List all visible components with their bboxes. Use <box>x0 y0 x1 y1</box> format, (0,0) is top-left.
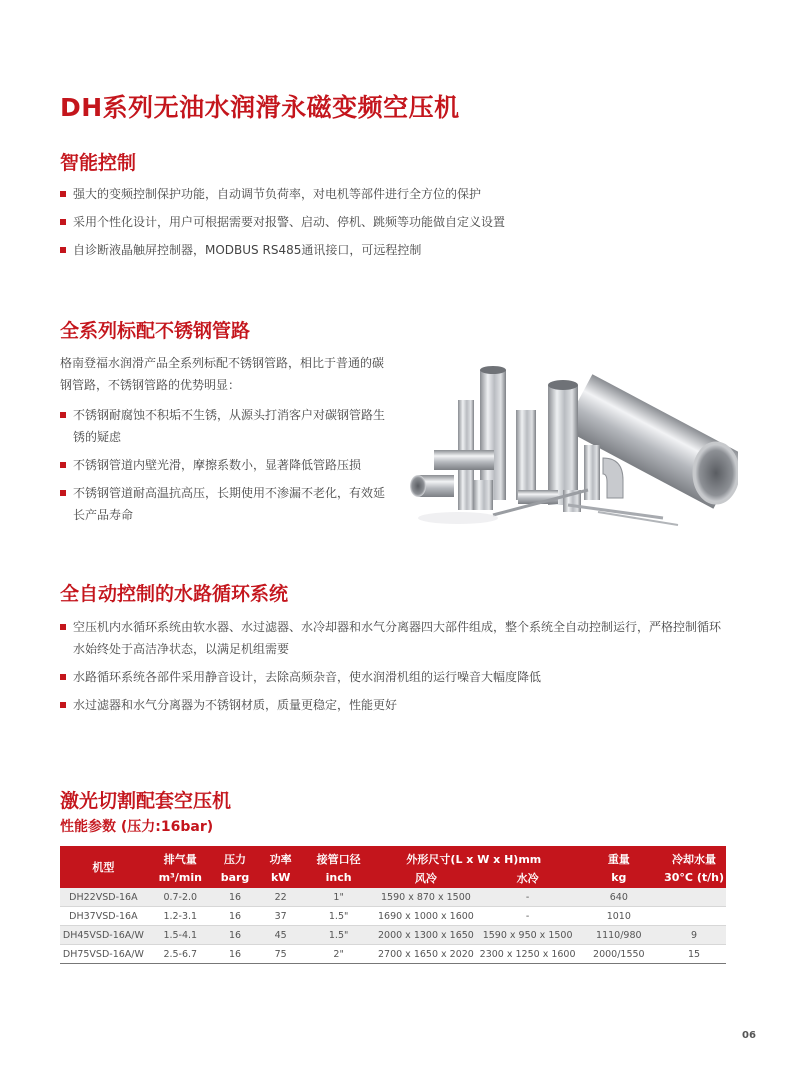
bullet-square-icon <box>60 702 66 708</box>
list-item: 不锈钢管道耐高温抗高压，长期使用不渗漏不老化，有效延长产品寿命 <box>60 482 392 526</box>
stainless-intro-text: 格南登福水润滑产品全系列标配不锈钢管路，相比于普通的碳钢管路，不锈钢管路的优势明显： <box>60 356 385 392</box>
col-unit-air-cooled: 风冷 <box>372 867 480 888</box>
table-row <box>60 888 726 907</box>
cell-water-cooled: 2300 x 1250 x 1600 <box>480 945 576 964</box>
cell-power: 37 <box>256 907 305 926</box>
list-item: 不锈钢管道内壁光滑，摩擦系数小，显著降低管路压损 <box>60 454 392 476</box>
cell-cooling <box>662 888 726 907</box>
list-item: 空压机内水循环系统由软水器、水过滤器、水冷却器和水气分离器四大部件组成，整个系统全自动控制运行，严格控制循环水始终处于高洁净状态，以满足机组需要 <box>60 616 724 660</box>
bullet-square-icon <box>60 624 66 630</box>
cell-water-cooled: - <box>480 888 576 907</box>
cell-pipe: 1.5" <box>305 907 372 926</box>
cell-pressure: 16 <box>214 926 256 945</box>
col-header-dimensions: 外形尺寸(L x W x H)mm <box>372 846 575 867</box>
cell-model: DH37VSD-16A <box>60 907 147 926</box>
cell-flow: 1.2-3.1 <box>147 907 214 926</box>
table-row <box>60 945 726 964</box>
stainless-pipes-image <box>398 340 738 530</box>
cell-pressure: 16 <box>214 945 256 964</box>
list-item: 水路循环系统各部件采用静音设计，去除高频杂音，使水润滑机组的运行噪音大幅度降低 <box>60 666 724 688</box>
cell-water-cooled: - <box>480 907 576 926</box>
cell-flow: 1.5-4.1 <box>147 926 214 945</box>
page-number: 06 <box>742 1030 756 1041</box>
cell-cooling <box>662 907 726 926</box>
cell-power: 75 <box>256 945 305 964</box>
cell-weight: 2000/1550 <box>576 945 663 964</box>
col-header-flow: 排气量 <box>147 846 214 867</box>
cell-model: DH75VSD-16A/W <box>60 945 147 964</box>
col-unit-flow: m³/min <box>147 867 214 888</box>
spec-table <box>60 846 726 964</box>
list-item: 水过滤器和水气分离器为不锈钢材质，质量更稳定，性能更好 <box>60 694 724 716</box>
spec-table-subtitle: 性能参数 (压力:16bar) <box>60 819 214 835</box>
cell-pipe: 1" <box>305 888 372 907</box>
col-header-cooling: 冷却水量 <box>662 846 726 867</box>
list-item: 采用个性化设计，用户可根据需要对报警、启动、停机、跳频等功能做自定义设置 <box>60 211 740 233</box>
water-circulation-list <box>60 616 724 716</box>
cell-air-cooled: 1690 x 1000 x 1600 <box>372 907 480 926</box>
cell-model: DH22VSD-16A <box>60 888 147 907</box>
col-unit-water-cooled: 水冷 <box>480 867 576 888</box>
cell-power: 22 <box>256 888 305 907</box>
section-title-laser-cutting: 激光切割配套空压机 <box>60 790 232 812</box>
cell-pressure: 16 <box>214 907 256 926</box>
cell-flow: 0.7-2.0 <box>147 888 214 907</box>
bullet-square-icon <box>60 462 66 468</box>
stainless-pipes-list <box>60 404 392 526</box>
page-title: DH系列无油水润滑永磁变频空压机 <box>60 93 460 122</box>
cell-air-cooled: 2700 x 1650 x 2020 <box>372 945 480 964</box>
cell-pressure: 16 <box>214 888 256 907</box>
col-unit-weight: kg <box>576 867 663 888</box>
col-header-power: 功率 <box>256 846 305 867</box>
col-header-weight: 重量 <box>576 846 663 867</box>
bullet-square-icon <box>60 247 66 253</box>
col-unit-cooling: 30°C (t/h) <box>662 867 726 888</box>
section-title-stainless-pipes: 全系列标配不锈钢管路 <box>60 320 251 342</box>
col-header-pressure: 压力 <box>214 846 256 867</box>
cell-pipe: 1.5" <box>305 926 372 945</box>
smart-control-list <box>60 183 740 261</box>
bullet-square-icon <box>60 490 66 496</box>
col-unit-pressure: barg <box>214 867 256 888</box>
table-row <box>60 926 726 945</box>
cell-air-cooled: 1590 x 870 x 1500 <box>372 888 480 907</box>
col-header-pipe: 接管口径 <box>305 846 372 867</box>
cell-weight: 640 <box>576 888 663 907</box>
cell-flow: 2.5-6.7 <box>147 945 214 964</box>
list-item: 不锈钢耐腐蚀不积垢不生锈，从源头打消客户对碳钢管路生锈的疑虑 <box>60 404 392 448</box>
cell-pipe: 2" <box>305 945 372 964</box>
cell-weight: 1110/980 <box>576 926 663 945</box>
list-item: 强大的变频控制保护功能，自动调节负荷率，对电机等部件进行全方位的保护 <box>60 183 740 205</box>
col-header-model: 机型 <box>60 846 147 888</box>
list-item: 自诊断液晶触屏控制器，MODBUS RS485通讯接口，可远程控制 <box>60 239 740 261</box>
col-unit-pipe: inch <box>305 867 372 888</box>
cell-power: 45 <box>256 926 305 945</box>
cell-model: DH45VSD-16A/W <box>60 926 147 945</box>
bullet-square-icon <box>60 674 66 680</box>
cell-cooling: 15 <box>662 945 726 964</box>
table-row <box>60 907 726 926</box>
cell-air-cooled: 2000 x 1300 x 1650 <box>372 926 480 945</box>
bullet-square-icon <box>60 219 66 225</box>
cell-water-cooled: 1590 x 950 x 1500 <box>480 926 576 945</box>
cell-cooling: 9 <box>662 926 726 945</box>
col-unit-power: kW <box>256 867 305 888</box>
section-title-smart-control: 智能控制 <box>60 152 137 174</box>
bullet-square-icon <box>60 191 66 197</box>
section-title-water-circulation: 全自动控制的水路循环系统 <box>60 583 289 605</box>
table-header-unit-row <box>60 867 726 888</box>
bullet-square-icon <box>60 412 66 418</box>
table-header-row <box>60 846 726 867</box>
cell-weight: 1010 <box>576 907 663 926</box>
